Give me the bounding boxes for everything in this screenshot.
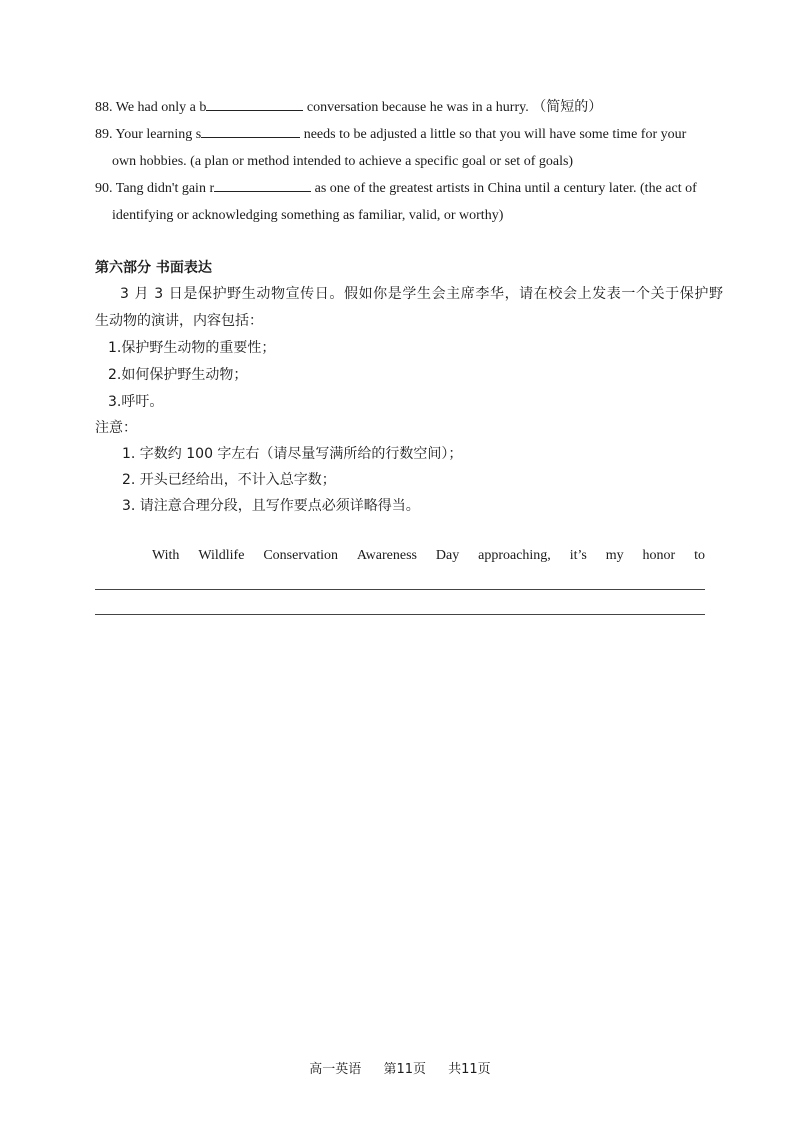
- page-footer: [0, 1058, 800, 1077]
- question-text-before: We had only a b: [115, 100, 207, 115]
- question-text-after: conversation because he was in a hurry. （简短的）: [303, 100, 603, 115]
- content-item: 1.保护野生动物的重要性；: [108, 340, 276, 356]
- opening-word: Awareness: [356, 548, 417, 563]
- answer-blank[interactable]: [201, 125, 300, 138]
- writing-prompt-line-1: 3 月 3 日是保护野生动物宣传日。假如你是学生会主席李华，请在校会上发表一个关于保护野: [120, 286, 724, 302]
- question-number: 89.: [95, 127, 113, 142]
- content-item: 2.如何保护野生动物；: [108, 367, 248, 383]
- section-title: 第六部分 书面表达: [95, 260, 212, 276]
- opening-word: my: [605, 548, 624, 563]
- question-89: [95, 125, 686, 145]
- essay-opening-sentence: [152, 546, 705, 566]
- question-text-before: Your learning s: [115, 127, 202, 142]
- answer-blank[interactable]: [206, 98, 303, 111]
- opening-word: Day: [435, 548, 460, 563]
- footer-total-pages: 共11页: [448, 1062, 491, 1077]
- question-text-before: Tang didn't gain r: [115, 181, 215, 196]
- note-item: 2. 开头已经给出，不计入总字数；: [122, 472, 336, 488]
- question-90: [95, 179, 697, 199]
- question-88: [95, 98, 602, 118]
- writing-line[interactable]: [95, 589, 705, 590]
- opening-word: Wildlife: [198, 548, 245, 563]
- question-89-continuation: own hobbies. (a plan or method intended to achieve a specific goal or set of goals): [112, 154, 574, 169]
- opening-word: honor: [642, 548, 676, 563]
- note-item: 3. 请注意合理分段，且写作要点必须详略得当。: [122, 498, 420, 514]
- question-text-after: needs to be adjusted a little so that you will have some time for your: [300, 127, 687, 142]
- opening-word: With: [152, 548, 180, 563]
- question-number: 88.: [95, 100, 113, 115]
- note-item: 1. 字数约 100 字左右（请尽量写满所给的行数空间）；: [122, 446, 463, 462]
- footer-page-number: 第11页: [383, 1062, 426, 1077]
- writing-prompt-line-2: 生动物的演讲，内容包括：: [95, 313, 263, 329]
- writing-line[interactable]: [95, 614, 705, 615]
- answer-blank[interactable]: [214, 179, 311, 192]
- question-90-continuation: identifying or acknowledging something as familiar, valid, or worthy): [112, 208, 504, 223]
- opening-word: Conservation: [263, 548, 338, 563]
- content-item: 3.呼吁。: [108, 394, 164, 410]
- question-text-after: as one of the greatest artists in China until a century later. (the act of: [311, 181, 697, 196]
- note-label: 注意：: [95, 420, 137, 436]
- opening-word: to: [694, 548, 705, 563]
- opening-word: it’s: [569, 548, 587, 563]
- opening-word: approaching,: [478, 548, 551, 563]
- footer-subject: 高一英语: [309, 1062, 362, 1077]
- question-number: 90.: [95, 181, 113, 196]
